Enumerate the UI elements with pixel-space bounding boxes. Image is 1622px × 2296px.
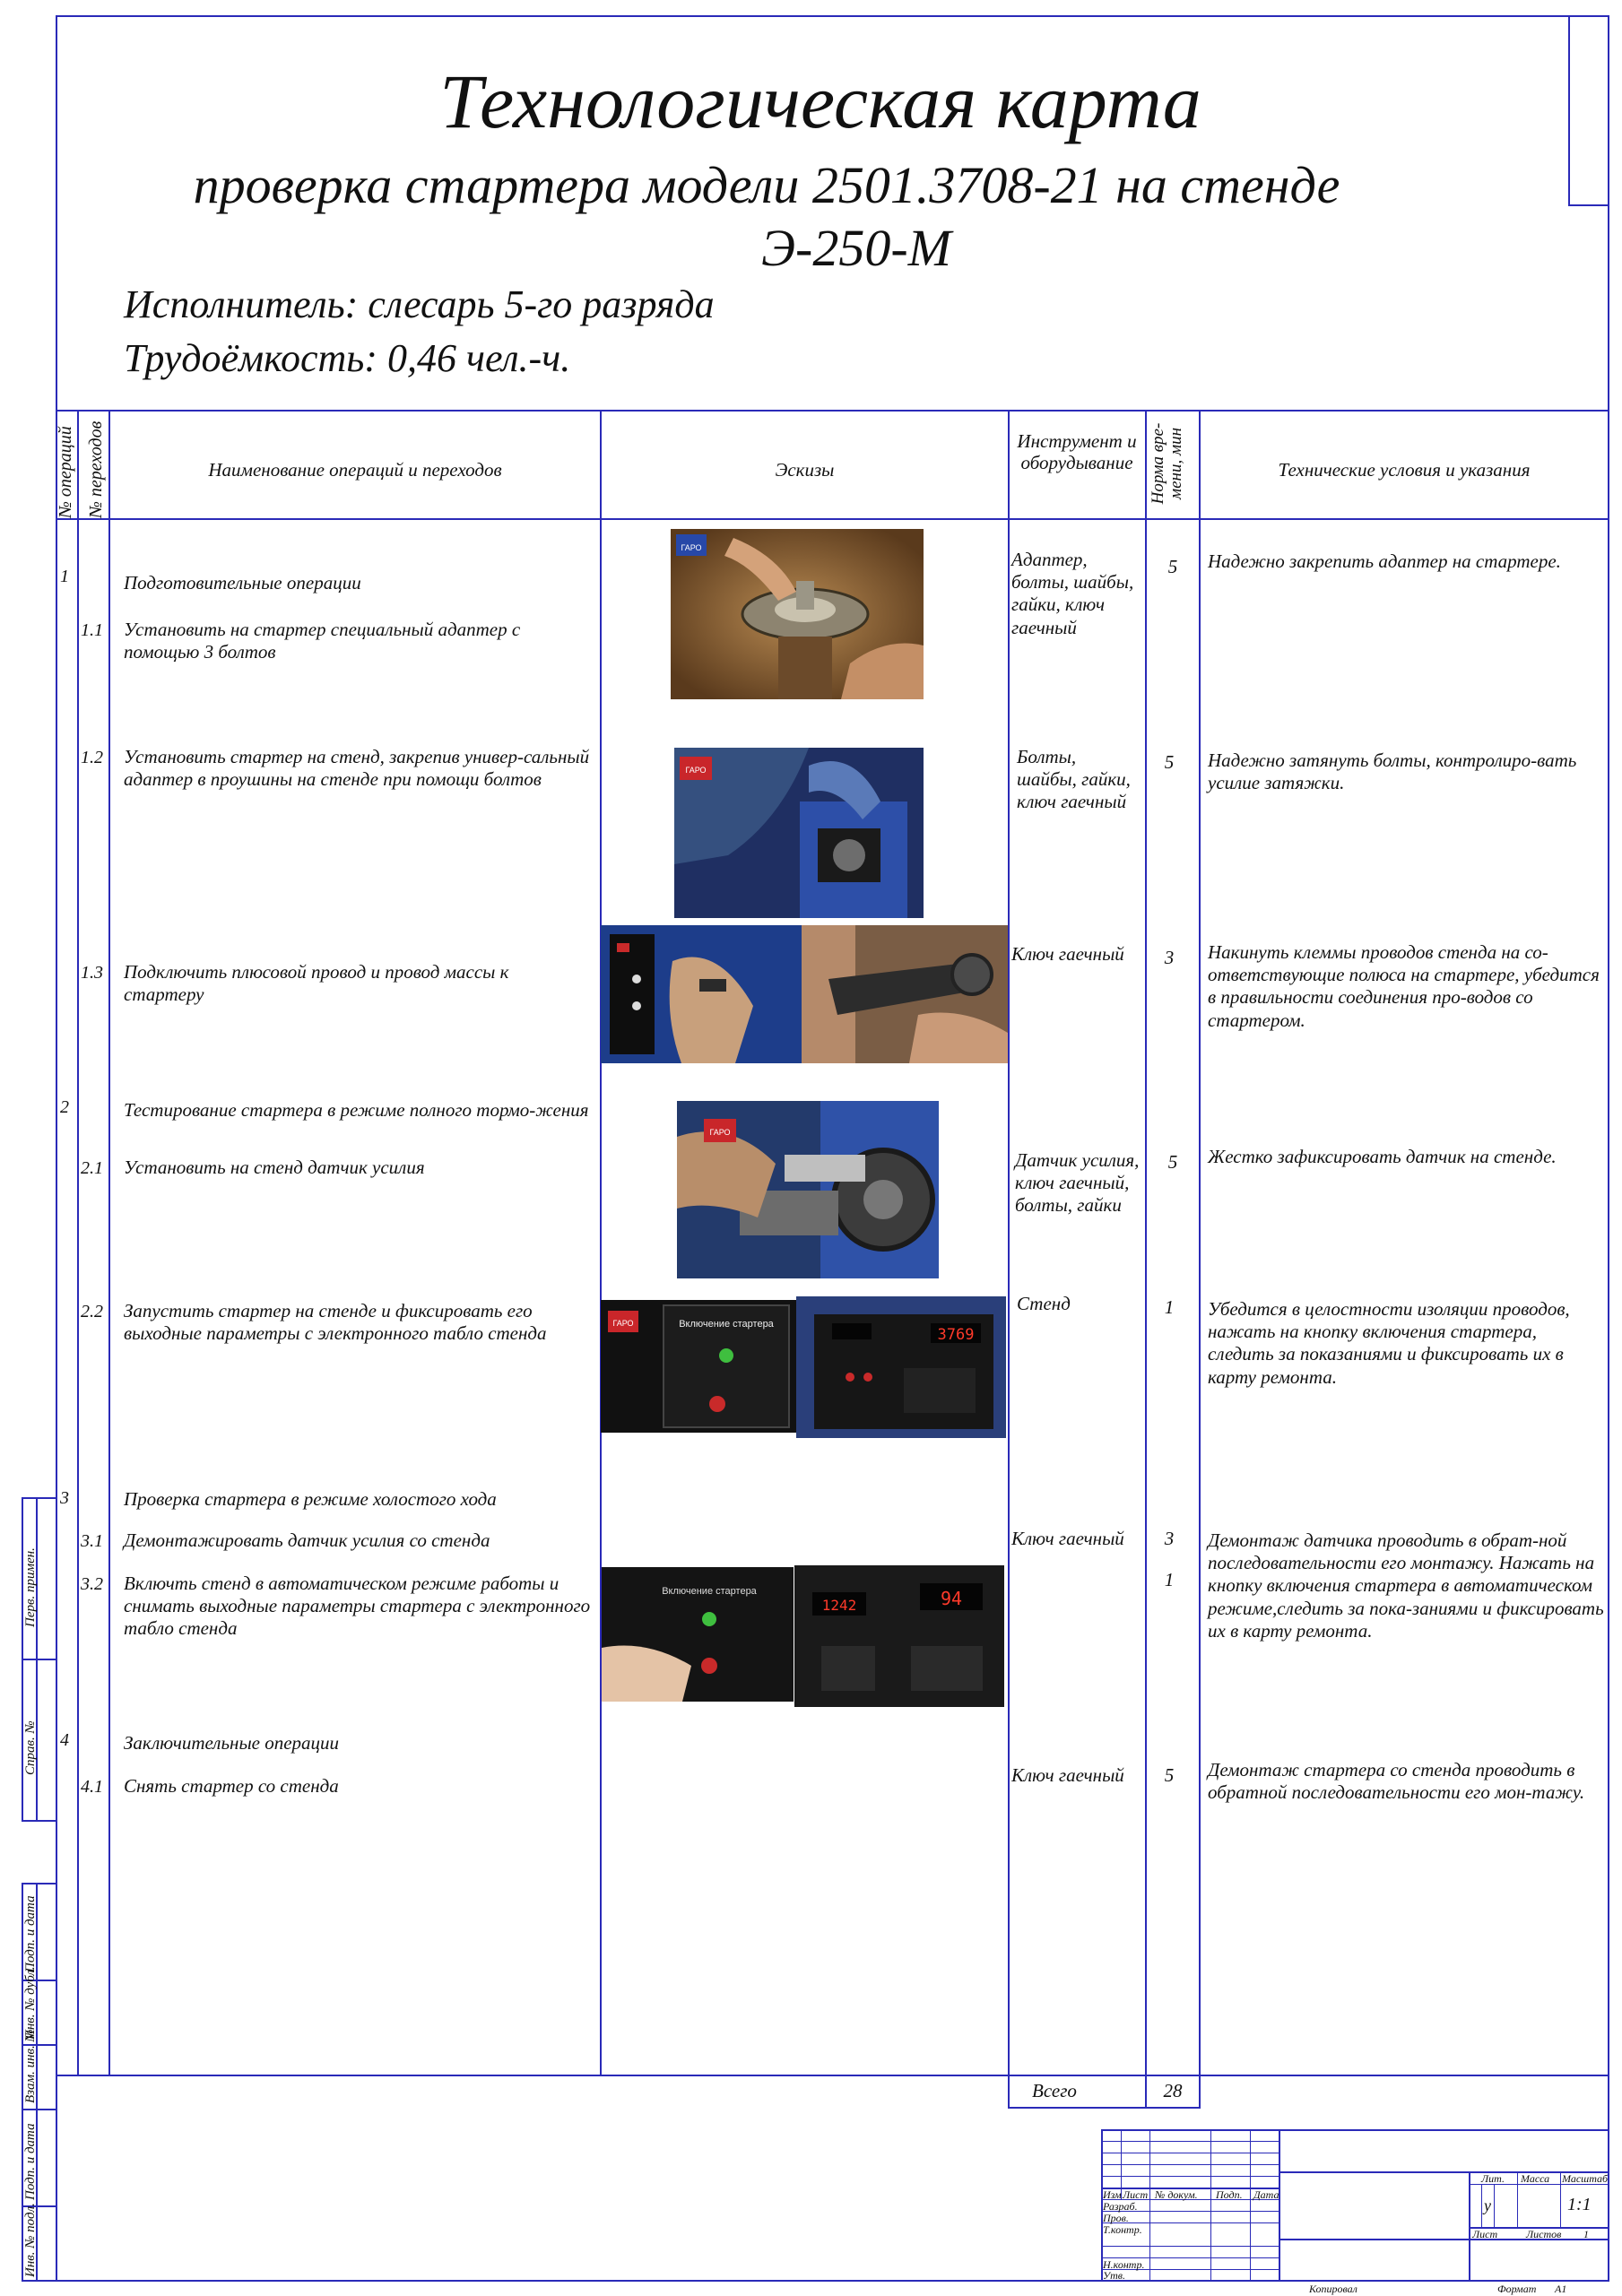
header-tools: Инструмент и оборудывание xyxy=(1017,430,1137,474)
sketch-photo-sensor xyxy=(677,1101,939,1278)
sketch-photo-auto-button xyxy=(602,1567,794,1702)
header-bottom-line xyxy=(56,518,1609,520)
step-number: 2.2 xyxy=(81,1302,103,1321)
tb-format: Формат xyxy=(1497,2283,1537,2295)
header-step-no: № переходов xyxy=(86,420,106,518)
stamp2-div-3 xyxy=(22,2109,56,2110)
frame-right xyxy=(1608,15,1609,2281)
step-time: 3 xyxy=(1164,1528,1175,1549)
col-line-4 xyxy=(1008,410,1010,2108)
tb-h-upper xyxy=(1279,2171,1609,2173)
total-row-bottom xyxy=(1008,2107,1201,2109)
tb-lit: Лит. xyxy=(1481,2172,1505,2185)
stamp-text: Инв. № подл. xyxy=(23,2203,38,2277)
col-line-2 xyxy=(108,410,110,2075)
tb-col xyxy=(1250,2129,1251,2281)
step-tools: Стенд xyxy=(1017,1293,1071,1314)
frame-left xyxy=(56,15,57,2281)
tb-scale-value: 1:1 xyxy=(1567,2195,1592,2214)
op-name: Подготовительные операции xyxy=(124,572,361,593)
sketch-photo-panel-start xyxy=(601,1300,796,1433)
step-name: Установить на стенд датчик усилия xyxy=(124,1157,425,1178)
op-number: 4 xyxy=(60,1730,69,1750)
sketch-photo-display xyxy=(796,1296,1006,1438)
tb-sheets: Листов xyxy=(1526,2228,1562,2240)
logo-text: ГАРО xyxy=(681,543,702,552)
display-c: 1242 xyxy=(821,1597,857,1614)
col-line-6 xyxy=(1199,410,1201,2108)
panel-label: Включение стартера xyxy=(662,1586,757,1597)
stamp-text: Справ. № xyxy=(23,1720,38,1775)
step-time: 3 xyxy=(1164,947,1175,968)
header-time: Норма вре-мени, мин xyxy=(1149,422,1185,505)
step-tools: Адаптер, болты, шайбы, гайки, ключ гаечный xyxy=(1011,549,1134,638)
step-time: 1 xyxy=(1164,1296,1175,1318)
step-time: 5 xyxy=(1167,556,1178,577)
stamp-text: Перв. примен. xyxy=(23,1547,38,1627)
tb-col xyxy=(1481,2184,1482,2227)
table-bottom-line xyxy=(56,2075,1609,2076)
sketch-photo-wires-right xyxy=(802,925,1008,1063)
stamp-div-2 xyxy=(22,1820,56,1822)
total-label: Всего xyxy=(1032,2080,1077,2101)
header-sketch: Эскизы xyxy=(775,459,835,481)
col-line-3 xyxy=(600,410,602,2075)
step-name: Включть стенд в автоматическом режиме работы и снимать выходные параметры стартера с электронного табло стенда xyxy=(124,1573,591,1640)
tb-col xyxy=(1210,2129,1211,2281)
logo-text: ГАРО xyxy=(709,1128,731,1137)
step-conditions: Убедится в целостности изоляции проводов, нажать на кнопку включения стартера, следить за показаниями и фиксировать их в карту ремонта. xyxy=(1208,1298,1570,1388)
corner-box-bottom xyxy=(1568,204,1609,206)
op-number: 2 xyxy=(60,1097,69,1117)
step-name: Запустить стартер на стенде и фиксировать его выходные параметры с электронного табло стенда xyxy=(124,1300,547,1345)
step-conditions: Жестко зафиксировать датчик на стенде. xyxy=(1208,1146,1557,1167)
step-conditions: Надежно затянуть болты, контролиро-вать усилие затяжки. xyxy=(1208,749,1577,794)
tb-row xyxy=(1101,2246,1279,2247)
logo-text: ГАРО xyxy=(612,1319,634,1328)
tb-podp: Подп. xyxy=(1216,2188,1243,2201)
step-time: 1 xyxy=(1164,1569,1175,1590)
sketch-photo-adapter xyxy=(671,529,924,699)
col-line-1 xyxy=(77,410,79,2075)
col-line-5 xyxy=(1145,410,1147,2108)
tb-utv: Утв. xyxy=(1103,2269,1125,2282)
op-name: Проверка стартера в режиме холостого хода xyxy=(124,1488,497,1510)
step-name: Подключить плюсовой провод и провод массы к стартеру xyxy=(124,961,509,1006)
step-tools: Ключ гаечный xyxy=(1011,1764,1124,1786)
tb-massa: Масса xyxy=(1521,2172,1550,2185)
frame-top xyxy=(56,15,1609,17)
logo-text: ГАРО xyxy=(685,766,707,775)
tb-mid-v xyxy=(1279,2129,1280,2281)
tb-row xyxy=(1101,2141,1279,2142)
tb-format-value: A1 xyxy=(1555,2283,1567,2295)
tb-row xyxy=(1101,2164,1279,2165)
step-tools: Ключ гаечный xyxy=(1011,943,1124,965)
step-tools: Ключ гаечный xyxy=(1011,1528,1124,1549)
step-time: 5 xyxy=(1167,1151,1178,1173)
page-subtitle-1: проверка стартера модели 2501.3708-21 на стенде xyxy=(193,156,1340,214)
step-tools: Болты, шайбы, гайки, ключ гаечный xyxy=(1017,746,1131,813)
tb-sheet: Лист xyxy=(1472,2228,1498,2240)
step-name: Снять стартер со стенда xyxy=(124,1775,339,1797)
step-number: 4.1 xyxy=(81,1777,103,1797)
op-name: Заключительные операции xyxy=(124,1732,340,1754)
tb-col xyxy=(1494,2184,1495,2227)
op-number: 3 xyxy=(60,1488,69,1508)
header-conditions: Технические условия и указания xyxy=(1278,459,1531,481)
step-number: 2.1 xyxy=(81,1158,103,1178)
tb-masshtab: Масштаб xyxy=(1562,2172,1609,2185)
frame-bottom xyxy=(22,2280,1609,2282)
tb-sheets-value: 1 xyxy=(1583,2228,1589,2240)
step-name: Демонтажировать датчик усилия со стенда xyxy=(124,1529,490,1551)
display-b: 94 xyxy=(940,1588,963,1609)
stamp-div-1 xyxy=(22,1659,56,1660)
display-a: 3769 xyxy=(937,1326,975,1344)
step-number: 1.1 xyxy=(81,620,103,640)
sketch-photo-auto-display xyxy=(794,1565,1004,1707)
step-name: Установить стартер на стенд, закрепив универ-сальный адаптер в проушины на стенде при помощи болтов xyxy=(124,746,590,791)
step-conditions: Демонтаж стартера со стенда проводить в обратной последовательности его мон-тажу. xyxy=(1208,1759,1585,1804)
step-conditions: Надежно закрепить адаптер на стартере. xyxy=(1208,550,1561,572)
tb-izm: Изм xyxy=(1103,2188,1122,2201)
step-time: 5 xyxy=(1164,751,1175,773)
tb-doc: № докум. xyxy=(1155,2188,1198,2201)
corner-box-left xyxy=(1568,15,1570,205)
stamp-text: Взам. инв. № xyxy=(23,2029,38,2103)
total-value: 28 xyxy=(1163,2080,1183,2101)
header-op-no: № операций xyxy=(56,426,75,518)
executor-text: Исполнитель: слесарь 5-го разряда xyxy=(124,282,715,326)
sketch-photo-wires-left xyxy=(601,925,802,1063)
header-name: Наименование операций и переходов xyxy=(208,459,502,481)
step-number: 1.2 xyxy=(81,748,103,767)
step-number: 3.2 xyxy=(81,1574,103,1594)
labor-text: Трудоёмкость: 0,46 чел.-ч. xyxy=(124,336,571,380)
tb-nkontr: Н.контр. xyxy=(1103,2258,1145,2271)
tb-copied: Копировал xyxy=(1309,2283,1357,2295)
tb-razrab: Разраб. xyxy=(1103,2200,1138,2213)
tb-lit-value: у xyxy=(1484,2196,1491,2214)
tb-data: Дата xyxy=(1253,2188,1279,2201)
op-name: Тестирование стартера в режиме полного тормо-жения xyxy=(124,1099,589,1121)
panel-label: Включение стартера xyxy=(679,1319,774,1330)
stamp-top xyxy=(22,1497,56,1499)
tb-row xyxy=(1101,2176,1279,2177)
header-top-line xyxy=(56,410,1609,412)
stamp2-top xyxy=(22,1883,56,1884)
stamp-text: Подп. и дата xyxy=(23,1895,38,1972)
tb-col xyxy=(1560,2171,1561,2227)
step-time: 5 xyxy=(1164,1764,1175,1786)
tb-right-v xyxy=(1469,2171,1470,2281)
stamp-text: Инв. № дубл. xyxy=(23,1966,38,2040)
tb-prov: Пров. xyxy=(1103,2212,1129,2224)
tb-col xyxy=(1517,2171,1518,2227)
step-name: Установить на стартер специальный адаптер с помощью 3 болтов xyxy=(124,619,521,663)
tb-tkontr: Т.контр. xyxy=(1103,2223,1142,2236)
sketch-photo-stand xyxy=(674,748,924,918)
page-subtitle-2: Э-250-М xyxy=(761,219,951,277)
step-conditions: Демонтаж датчика проводить в обрат-ной последовательности его монтажу. Нажать на кнопку включения стартера в автоматическом режиме,следить за пока-заниями и фиксировать их в карту ремонта. xyxy=(1208,1529,1604,1642)
op-number: 1 xyxy=(60,567,69,586)
step-conditions: Накинуть клеммы проводов стенда на со-ответствующие полюса на стартере, убедится в правильности соединения про-водов со стартером. xyxy=(1208,941,1600,1031)
step-number: 1.3 xyxy=(81,963,103,983)
tb-top xyxy=(1101,2129,1609,2131)
tb-list: Лист xyxy=(1123,2188,1149,2201)
tb-col xyxy=(1149,2129,1150,2281)
step-number: 3.1 xyxy=(81,1531,103,1551)
stamp-text: Подп. и дата xyxy=(23,2123,38,2200)
step-tools: Датчик усилия, ключ гаечный, болты, гайки xyxy=(1015,1149,1140,1217)
page-title: Технологическая карта xyxy=(439,58,1201,144)
